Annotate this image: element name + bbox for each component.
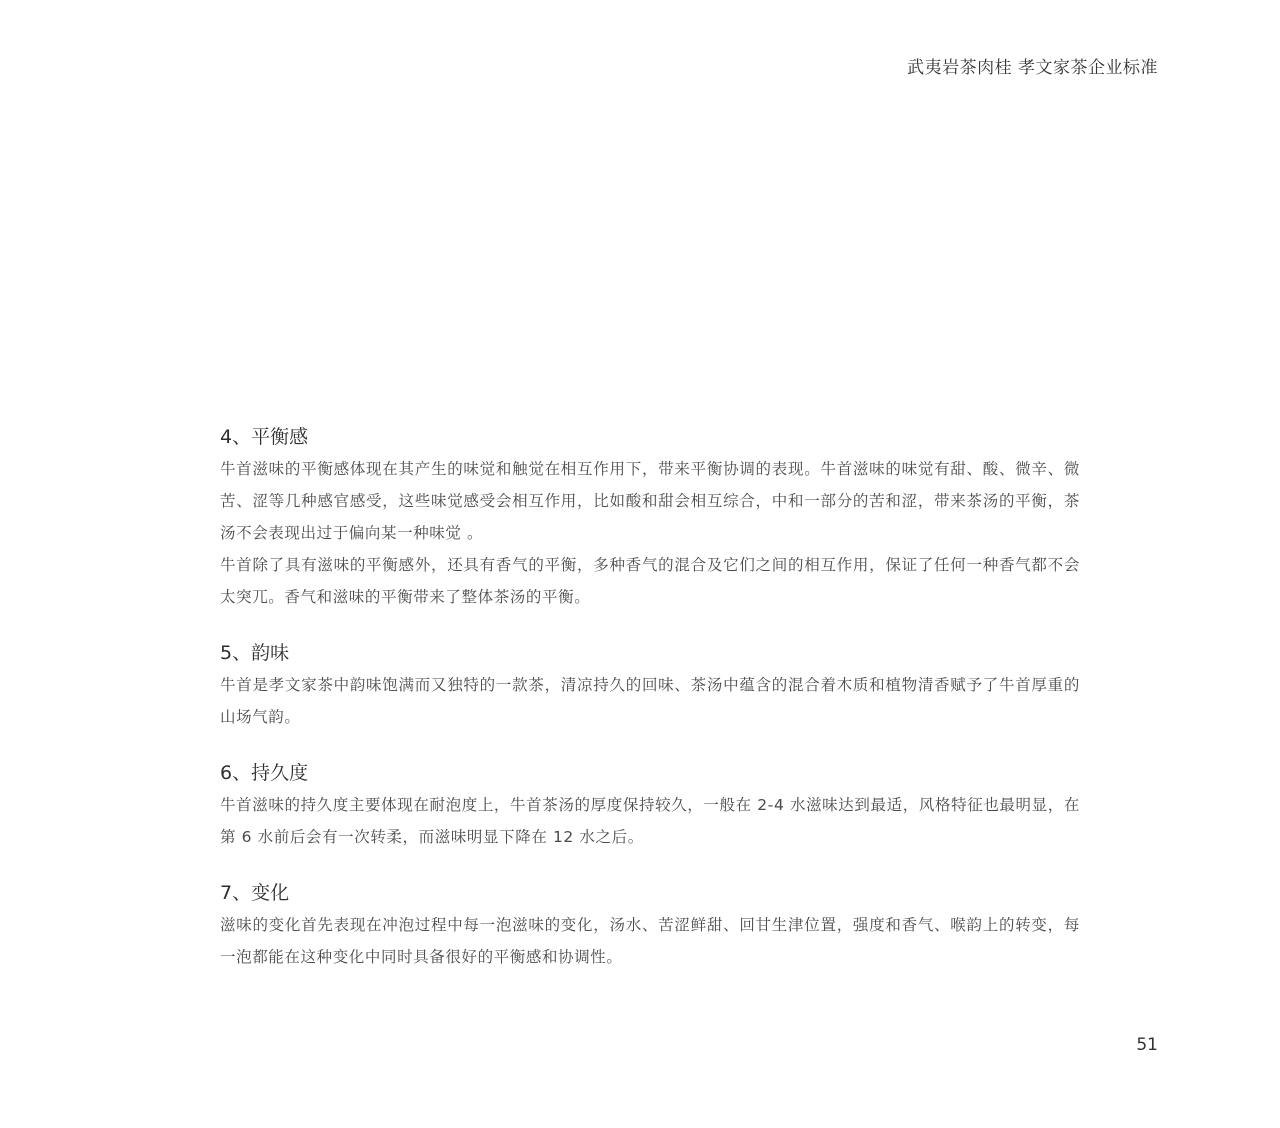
section-heading: 4、平衡感 [220,426,309,448]
paragraph: 牛首除了具有滋味的平衡感外，还具有香气的平衡，多种香气的混合及它们之间的相互作用，保证了任何一种香气都不会太突兀。香气和滋味的平衡带来了整体茶汤的平衡。 [220,556,1080,606]
section-durability [220,759,1080,853]
paragraph: 牛首是孝文家茶中韵味饱满而又独特的一款茶，清凉持久的回味、茶汤中蕴含的混合着木质和植物清香赋予了牛首厚重的山场气韵。 [220,676,1080,726]
running-header: 武夷岩茶肉桂 孝文家茶企业标准 [907,58,1158,78]
document-body [220,423,1080,999]
paragraph: 滋味的变化首先表现在冲泡过程中每一泡滋味的变化，汤水、苦涩鲜甜、回甘生津位置，强度和香气、喉韵上的转变，每一泡都能在这种变化中同时具备很好的平衡感和协调性。 [220,916,1080,966]
section-balance [220,423,1080,613]
section-charm [220,639,1080,733]
section-heading: 5、韵味 [220,642,290,664]
page-number: 51 [1136,1035,1158,1055]
paragraph: 牛首滋味的平衡感体现在其产生的味觉和触觉在相互作用下，带来平衡协调的表现。牛首滋味的味觉有甜、酸、微辛、微苦、涩等几种感官感受，这些味觉感受会相互作用，比如酸和甜会相互综合，中和一部分的苦和涩，带来茶汤的平衡，茶汤不会表现出过于偏向某一种味觉 。 [220,460,1080,542]
paragraph: 牛首滋味的持久度主要体现在耐泡度上，牛首茶汤的厚度保持较久，一般在 2-4 水滋味达到最适，风格特征也最明显，在第 6 水前后会有一次转柔，而滋味明显下降在 12 水之后。 [220,796,1080,846]
section-heading: 6、持久度 [220,762,309,784]
section-heading: 7、变化 [220,882,290,904]
section-change [220,879,1080,973]
